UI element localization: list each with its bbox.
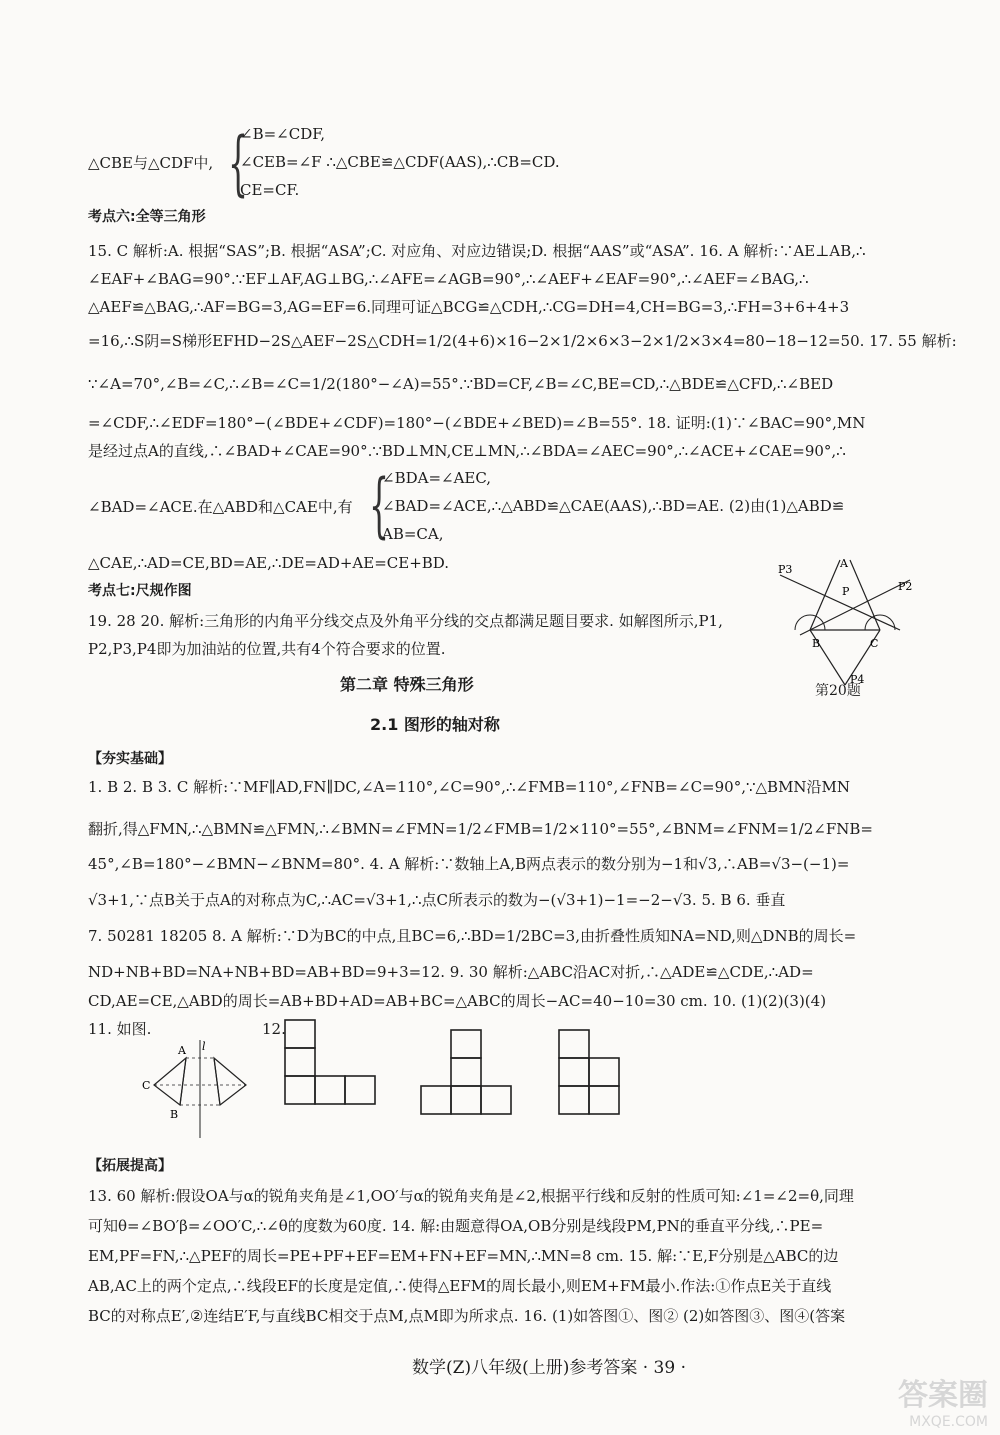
fig20-label-a: A bbox=[840, 557, 848, 570]
watermark-bottom: MXQE.COM bbox=[909, 1414, 988, 1430]
s6-line-7: 是经过点A的直线,∴∠BAD+∠CAE=90°.∵BD⊥MN,CE⊥MN,∴∠BDA=∠AEC=90°,∴∠ACE+∠CAE=90°,∴ bbox=[88, 442, 846, 460]
proof-row-3: CE=CF. bbox=[240, 181, 300, 199]
extension-heading: 【拓展提高】 bbox=[88, 1158, 172, 1174]
figure-20 bbox=[770, 555, 920, 695]
q18-row-1: ∠BDA=∠AEC, bbox=[382, 469, 492, 487]
proof-row-2: ∠CEB=∠F ∴△CBE≌△CDF(AAS),∴CB=CD. bbox=[240, 153, 560, 171]
figure-11 bbox=[138, 1040, 258, 1140]
fig20-label-c: C bbox=[870, 637, 879, 650]
fig11-label-a: A bbox=[178, 1044, 186, 1057]
brace-symbol-2: { bbox=[369, 464, 390, 546]
chapter-title: 第二章 特殊三角形 bbox=[340, 675, 474, 694]
basics-line-3: 45°,∠B=180°−∠BMN−∠BNM=80°. 4. A 解析:∵数轴上A,B两点表示的数分别为−1和√3,∴AB=√3−(−1)= bbox=[88, 855, 850, 873]
q12-label: 12. bbox=[262, 1020, 286, 1038]
basics-line-4: √3+1,∵点B关于点A的对称点为C,∴AC=√3+1,∴点C所表示的数为−(√3+1)−1=−2−√3. 5. B 6. 垂直 bbox=[88, 891, 786, 909]
proof-lead: △CBE与△CDF中, bbox=[88, 154, 214, 172]
q18-row-3: AB=CA, bbox=[382, 525, 444, 543]
s6-line-3: △AEF≌△BAG,∴AF=BG=3,AG=EF=6.同理可证△BCG≌△CDH,∴CG=DH=4,CH=BG=3,∴FH=3+6+4+3 bbox=[88, 298, 850, 316]
watermark-top: 答案圈 bbox=[898, 1378, 988, 1413]
basics-line-2: 翻折,得△FMN,∴△BMN≌△FMN,∴∠BMN=∠FMN=1/2∠FMB=1/2×110°=55°,∠BNM=∠FNM=1/2∠FNB= bbox=[88, 820, 873, 838]
ext-line-5: BC的对称点E′,②连结E′F,与直线BC相交于点M,点M即为所求点. 16. (1)如答图①、图② (2)如答图③、图④(答案 bbox=[88, 1307, 846, 1325]
s6-line-6: =∠CDF,∴∠EDF=180°−(∠BDE+∠CDF)=180°−(∠BDE+∠BED)=∠B=55°. 18. 证明:(1)∵∠BAC=90°,MN bbox=[88, 414, 866, 432]
fig20-label-b: B bbox=[812, 637, 821, 650]
s7-line-1: 19. 28 20. 解析:三角形的内角平分线交点及外角平分线的交点都满足题目要求. 如解图所示,P1, bbox=[88, 612, 723, 630]
s6-line-5: ∵∠A=70°,∠B=∠C,∴∠B=∠C=1/2(180°−∠A)=55°.∵BD=CF,∠B=∠C,BE=CD,∴△BDE≌△CFD,∴∠BED bbox=[88, 375, 834, 393]
s6-line-2: ∠EAF+∠BAG=90°.∵EF⊥AF,AG⊥BG,∴∠AFE=∠AGB=90°,∴∠AEF+∠EAF=90°,∴∠AEF=∠BAG,∴ bbox=[88, 270, 809, 288]
fig11-label-l: l bbox=[202, 1040, 206, 1053]
ext-line-4: AB,AC上的两个定点,∴线段EF的长度是定值,∴使得△EFM的周长最小,则EM+FM最小.作法:①作点E关于直线 bbox=[88, 1277, 832, 1295]
fig20-label-p: P bbox=[842, 585, 850, 598]
fig20-label-p2: P2 bbox=[898, 580, 913, 593]
ext-line-3: EM,PF=FN,∴△PEF的周长=PE+PF+EF=EM+FN+EF=MN,∴MN=8 cm. 15. 解:∵E,F分别是△ABC的边 bbox=[88, 1247, 839, 1265]
fig20-label-p4: P4 bbox=[850, 673, 865, 686]
s6-line-4: =16,∴S阴=S梯形EFHD−2S△AEF−2S△CDH=1/2(4+6)×16−2×1/2×6×3−2×1/2×3×4=80−18−12=50. 17. 55 解析: bbox=[88, 332, 957, 350]
basics-line-5: 7. 50281 18205 8. A 解析:∵D为BC的中点,且BC=6,∴BD=1/2BC=3,由折叠性质知NA=ND,则△DNB的周长= bbox=[88, 927, 857, 945]
brace-symbol: { bbox=[228, 122, 249, 204]
figure-12 bbox=[285, 1018, 615, 1130]
section6-heading: 考点六:全等三角形 bbox=[88, 209, 206, 225]
basics-line-6: ND+NB+BD=NA+NB+BD=AB+BD=9+3=12. 9. 30 解析:△ABC沿AC对折,∴△ADE≌△CDE,∴AD= bbox=[88, 963, 814, 981]
basics-heading: 【夯实基础】 bbox=[88, 751, 172, 767]
q11-label: 11. 如图. bbox=[88, 1020, 152, 1038]
s7-line-2: P2,P3,P4即为加油站的位置,共有4个符合要求的位置. bbox=[88, 640, 446, 658]
basics-line-7: CD,AE=CE,△ABD的周长=AB+BD+AD=AB+BC=△ABC的周长−AC=40−10=30 cm. 10. (1)(2)(3)(4) bbox=[88, 992, 827, 1010]
section-title: 2.1 图形的轴对称 bbox=[370, 715, 500, 734]
s6-line-1: 15. C 解析:A. 根据“SAS”;B. 根据“ASA”;C. 对应角、对应边错误;D. 根据“AAS”或“ASA”. 16. A 解析:∵AE⊥AB,∴ bbox=[88, 242, 866, 260]
proof-row-1: ∠B=∠CDF, bbox=[240, 125, 326, 143]
fig20-label-p3: P3 bbox=[778, 563, 793, 576]
q18-lead: ∠BAD=∠ACE.在△ABD和△CAE中,有 bbox=[88, 498, 353, 516]
figure-20-caption: 第20题 bbox=[815, 683, 861, 699]
section7-heading: 考点七:尺规作图 bbox=[88, 583, 192, 599]
watermark bbox=[728, 1370, 988, 1430]
fig11-label-b: B bbox=[170, 1108, 179, 1121]
page-footer: 数学(Z)八年级(上册)参考答案 · 39 · bbox=[412, 1358, 686, 1378]
fig11-label-c: C bbox=[142, 1079, 151, 1092]
q18-row-2: ∠BAD=∠ACE,∴△ABD≌△CAE(AAS),∴BD=AE. (2)由(1)△ABD≌ bbox=[382, 497, 845, 515]
q18-end: △CAE,∴AD=CE,BD=AE,∴DE=AD+AE=CE+BD. bbox=[88, 554, 450, 572]
ext-line-1: 13. 60 解析:假设OA与α的锐角夹角是∠1,OO′与α的锐角夹角是∠2,根据平行线和反射的性质可知:∠1=∠2=θ,同理 bbox=[88, 1187, 854, 1205]
ext-line-2: 可知θ=∠BO′β=∠OO′C,∴∠θ的度数为60度. 14. 解:由题意得OA,OB分别是线段PM,PN的垂直平分线,∴PE= bbox=[88, 1217, 824, 1235]
basics-line-1: 1. B 2. B 3. C 解析:∵MF∥AD,FN∥DC,∠A=110°,∠C=90°,∴∠FMB=110°,∠FNB=∠C=90°,∵△BMN沿MN bbox=[88, 778, 851, 796]
